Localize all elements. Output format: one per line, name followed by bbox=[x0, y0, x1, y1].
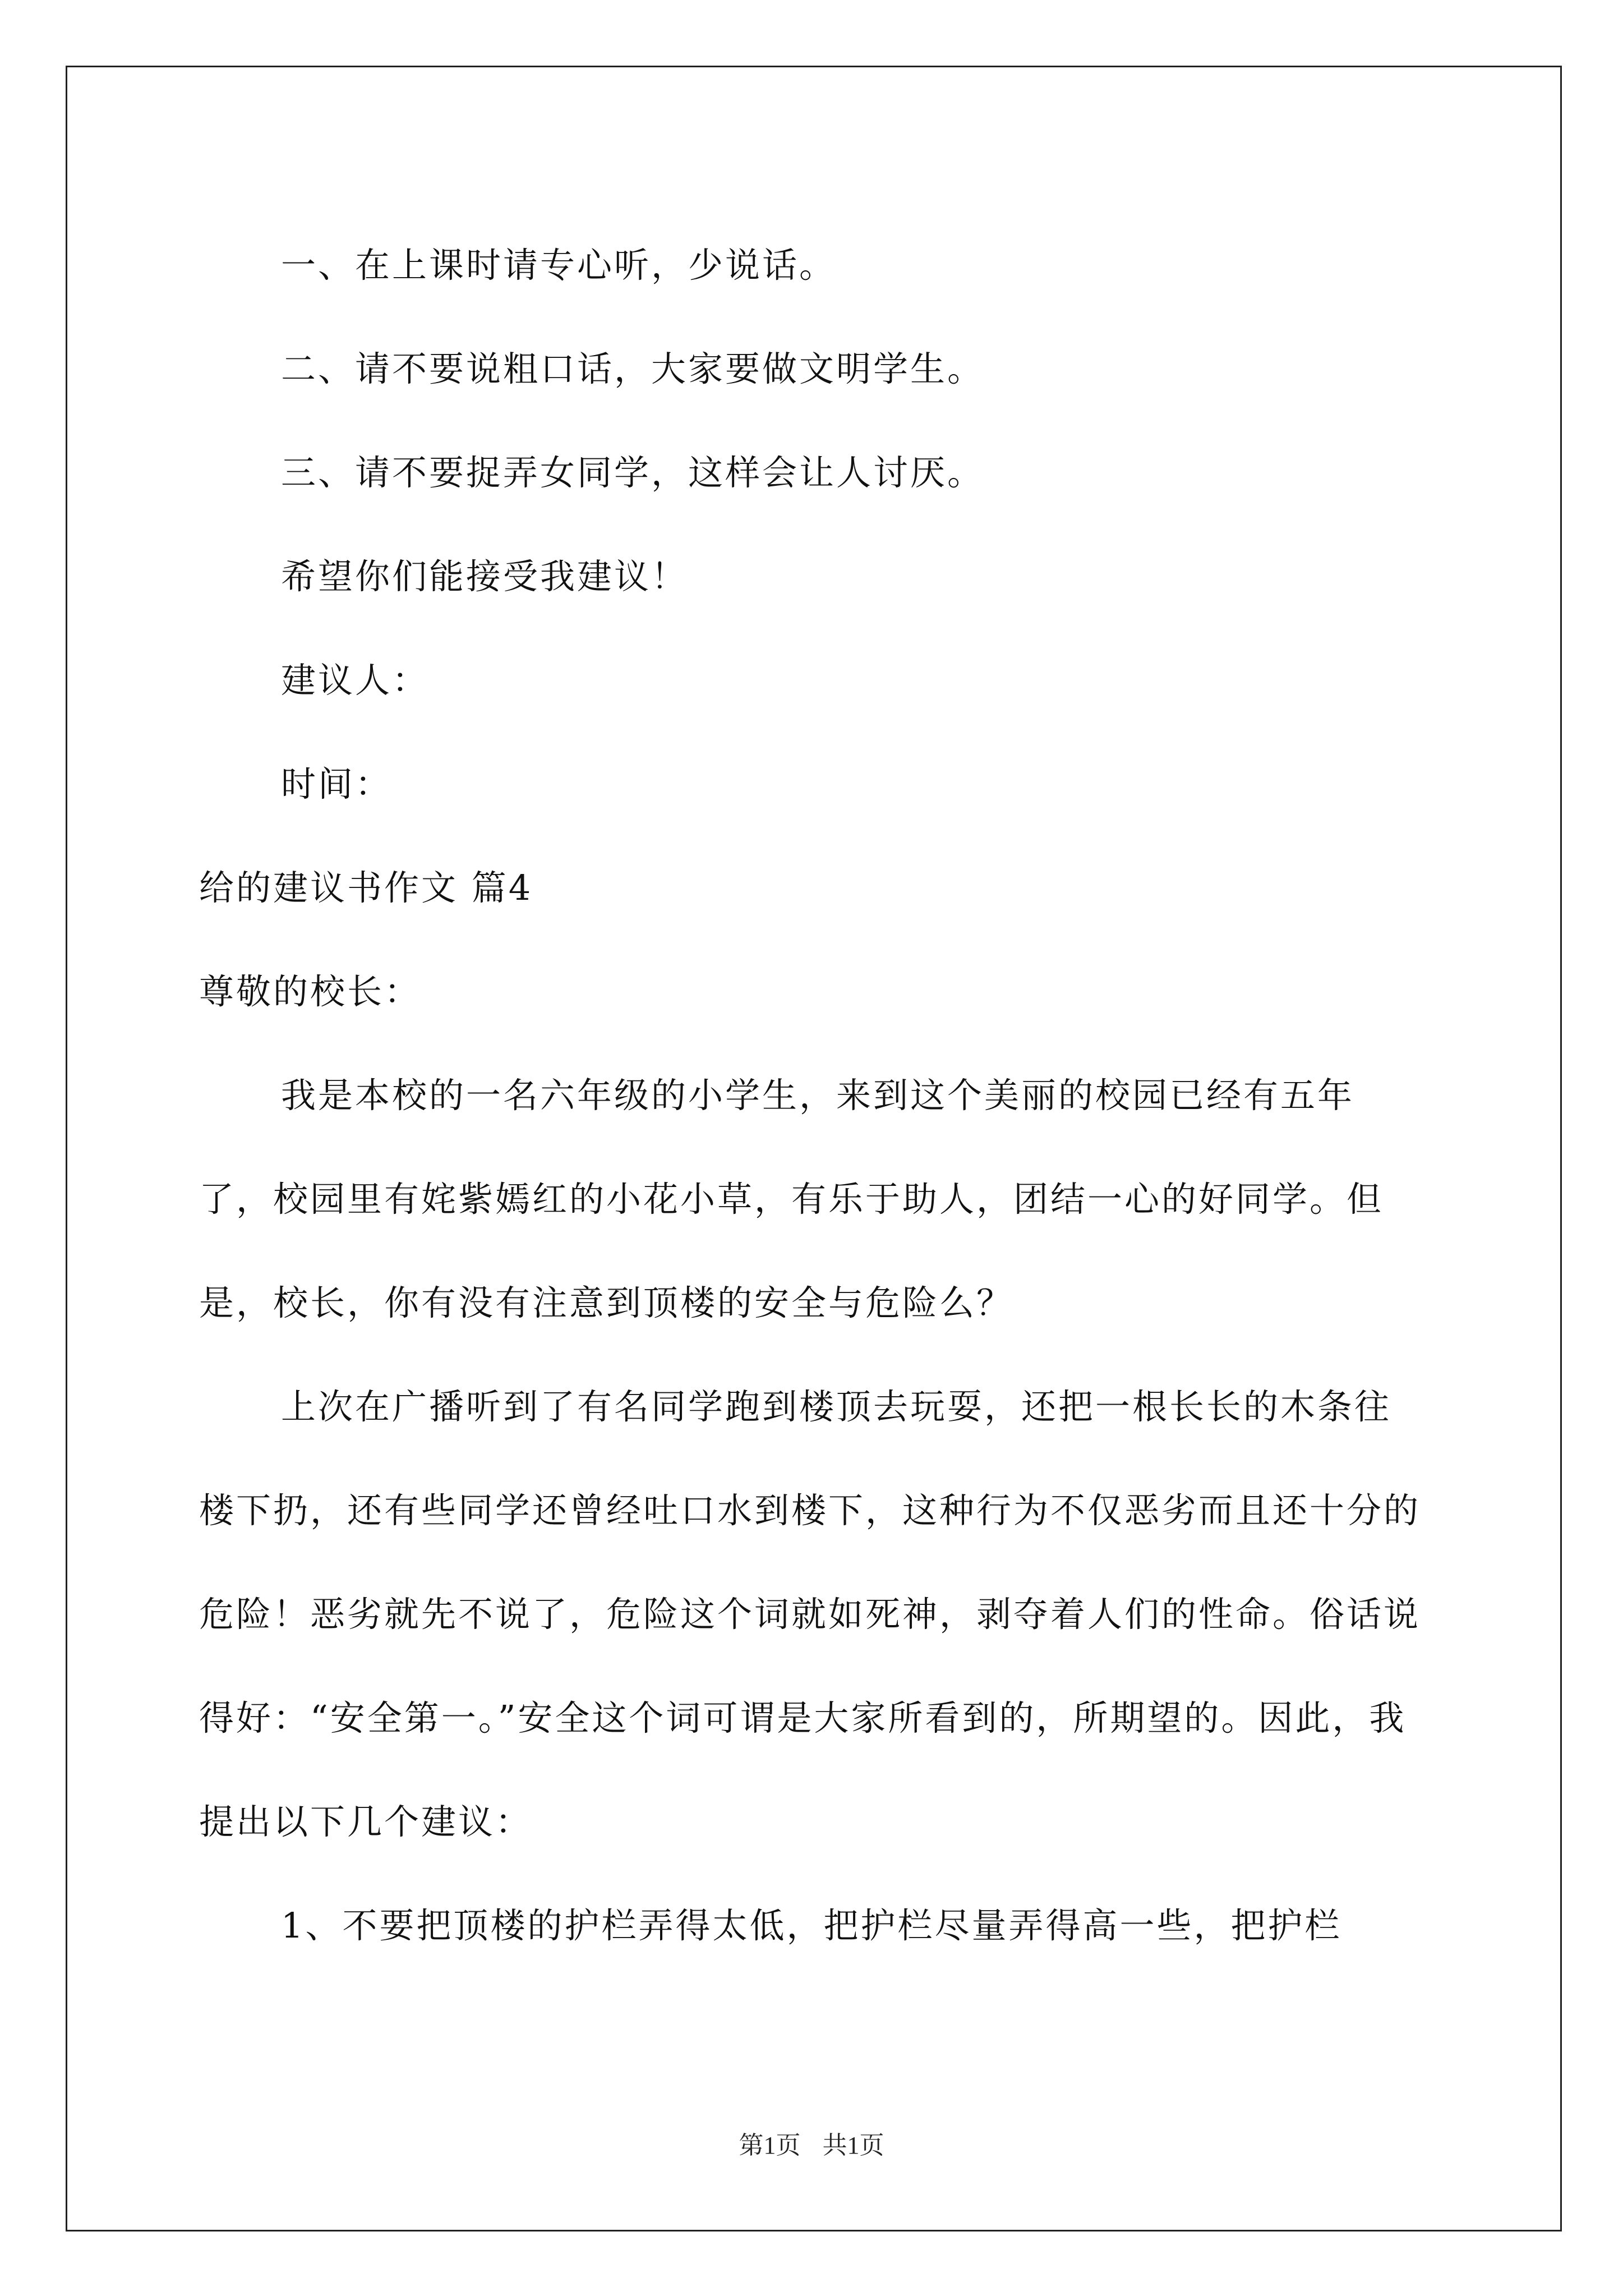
paragraph-rule-3: 三、请不要捉弄女同学，这样会让人讨厌。 bbox=[281, 452, 985, 493]
paragraph-rule-1: 一、在上课时请专心听，少说话。 bbox=[281, 245, 837, 286]
paragraph-incident: 上次在广播听到了有名同学跑到楼顶去玩耍，还把一根长长的木条往楼下扔，还有些同学还曾经吐口水到楼下，这种行为不仅恶劣而且还十分的危险！恶劣就先不说了，危险这个词就如死神，剥夺着人们的性命。俗话说得好：“安全第一。”安全这个词可谓是大家所看到的，所期望的。因此，我提出以下几个建议： bbox=[199, 1386, 1421, 1842]
signature-proposer: 建议人： bbox=[281, 660, 430, 701]
salutation: 尊敬的校长： bbox=[199, 971, 422, 1012]
paragraph-suggestion-1: 1、不要把顶楼的护栏弄得太低，把护栏尽量弄得高一些，把护栏 bbox=[281, 1905, 1342, 1946]
page-footer bbox=[0, 2125, 1623, 2161]
paragraph-rule-2: 二、请不要说粗口话，大家要做文明学生。 bbox=[281, 348, 985, 389]
document-body bbox=[199, 213, 1427, 1977]
signature-date: 时间： bbox=[281, 763, 393, 804]
section-heading: 给的建议书作文 篇4 bbox=[199, 867, 533, 908]
paragraph-intro: 我是本校的一名六年级的小学生，来到这个美丽的校园已经有五年了，校园里有姹紫嫣红的小花小草，有乐于助人，团结一心的好同学。但是，校长，你有没有注意到顶楼的安全与危险么？ bbox=[199, 1075, 1384, 1323]
paragraph-closing: 希望你们能接受我建议！ bbox=[281, 556, 689, 597]
page-total: 共1页 bbox=[822, 2132, 884, 2159]
page-number: 第1页 bbox=[739, 2132, 801, 2159]
